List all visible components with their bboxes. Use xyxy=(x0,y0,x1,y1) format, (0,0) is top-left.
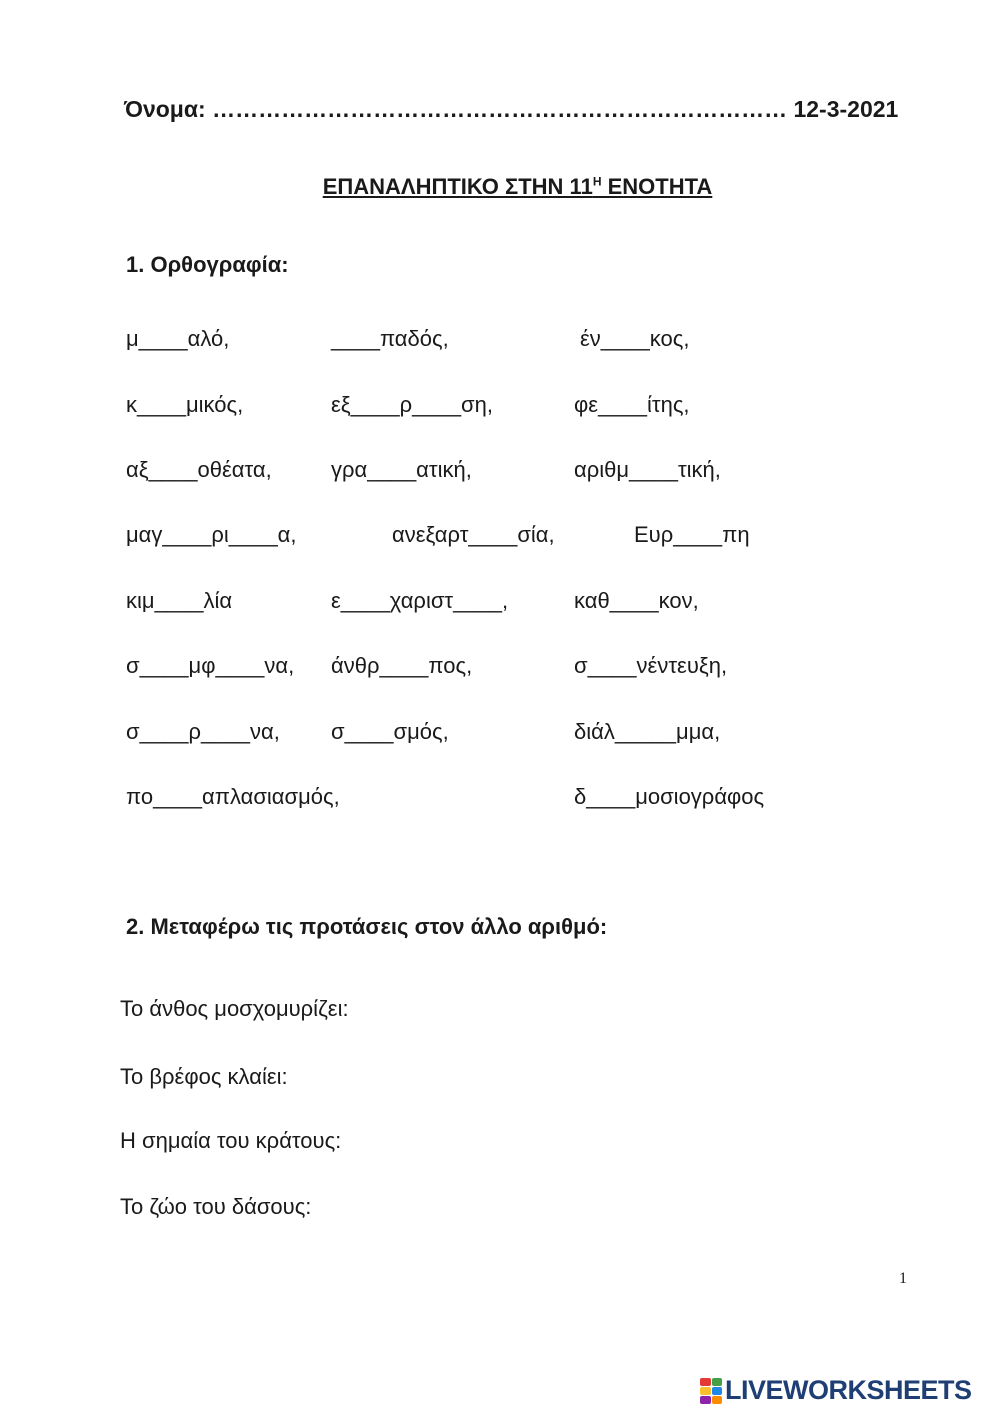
spelling-item: εξ____ρ____ση, xyxy=(331,392,493,417)
liveworksheets-badge-icon xyxy=(700,1378,722,1404)
spelling-item: πο____απλασιασμός, xyxy=(126,784,340,809)
spelling-item: έν____κος, xyxy=(580,326,690,351)
spelling-item: σ____ρ____να, xyxy=(126,719,280,744)
page-number: 1 xyxy=(899,1270,907,1287)
spelling-item: διάλ_____μμα, xyxy=(574,719,721,744)
sentence-item: Το άνθος μοσχομυρίζει: xyxy=(120,996,349,1021)
title-end: ΕΝΟΤΗΤΑ xyxy=(601,174,713,199)
spelling-item: σ____νέντευξη, xyxy=(574,653,728,678)
spelling-item: άνθρ____πος, xyxy=(331,653,473,678)
spelling-item: κ____μικός, xyxy=(126,392,244,417)
section2-heading: 2. Μεταφέρω τις προτάσεις στον άλλο αριθμό: xyxy=(126,914,608,939)
spelling-item: Ευρ____πη xyxy=(634,522,750,547)
spelling-item: μ____αλό, xyxy=(126,326,230,351)
worksheet-title xyxy=(0,174,1000,200)
title-superscript: Η xyxy=(592,174,602,189)
spelling-item: κιμ____λία xyxy=(126,588,233,613)
spelling-item: μαγ____ρι____α, xyxy=(126,522,297,547)
spelling-item: γρα____ατική, xyxy=(331,457,472,482)
date: 12-3-2021 xyxy=(793,96,899,122)
spelling-item: φε____ίτης, xyxy=(574,392,690,417)
spelling-item: καθ____κον, xyxy=(574,588,699,613)
sentence-item: Η σημαία του κράτους: xyxy=(120,1128,342,1153)
spelling-item: σ____μφ____να, xyxy=(126,653,295,678)
brand-text: LIVEWORKSHEETS xyxy=(725,1375,972,1405)
title-main: ΕΠΑΝΑΛΗΠΤΙΚΟ ΣΤΗΝ 11 xyxy=(322,174,593,199)
liveworksheets-logo[interactable] xyxy=(700,1375,972,1406)
sentence-item: Το βρέφος κλαίει: xyxy=(120,1064,288,1089)
sentence-item: Το ζώο του δάσους: xyxy=(120,1194,312,1219)
name-date-line xyxy=(124,96,898,123)
spelling-item: δ____μοσιογράφος xyxy=(574,784,765,809)
spelling-item: σ____σμός, xyxy=(331,719,449,744)
spelling-item: ανεξαρτ____σία, xyxy=(392,522,555,547)
spelling-item: ____παδός, xyxy=(331,326,449,351)
name-label: Όνομα: ………………………………………………………………… xyxy=(124,96,788,122)
spelling-item: αριθμ____τική, xyxy=(574,457,721,482)
section1-heading: 1. Ορθογραφία: xyxy=(126,252,289,277)
spelling-item: αξ____οθέατα, xyxy=(126,457,272,482)
spelling-item: ε____χαριστ____, xyxy=(331,588,509,613)
